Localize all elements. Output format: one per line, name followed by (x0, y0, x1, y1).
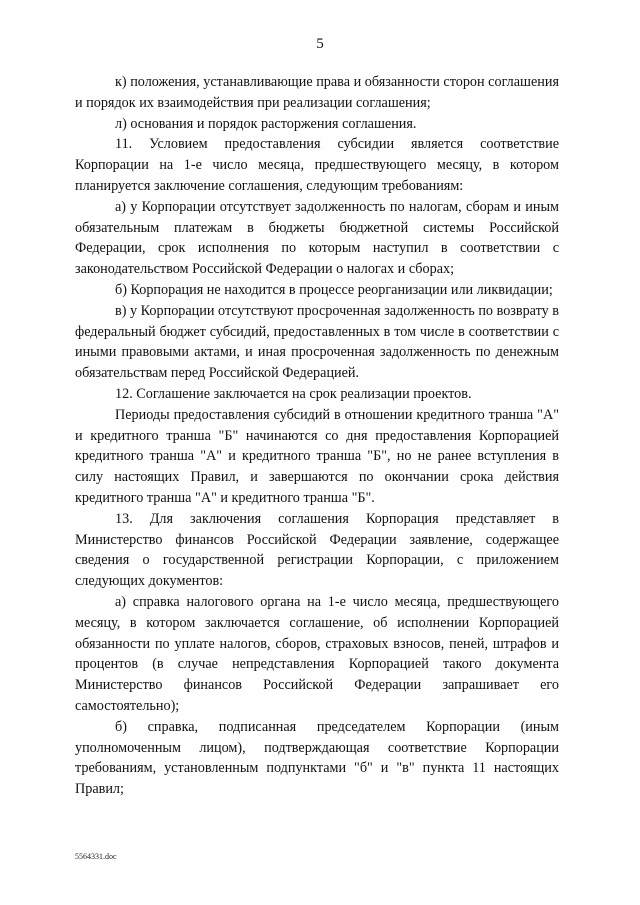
page-number: 5 (316, 36, 324, 52)
paragraph-k: к) положения, устанавливающие права и обязанности сторон соглашения и порядок их взаимодействия при реализации соглашения; (75, 74, 559, 111)
document-body (75, 72, 559, 800)
paragraph-l: л) основания и порядок расторжения соглашения. (115, 115, 417, 132)
paragraph-11: 11. Условием предоставления субсидии является соответствие Корпорации на 1-е число месяца, предшествующего месяцу, в котором планируется заключение соглашения, следующим требованиям: (75, 136, 559, 194)
paragraph-12: 12. Соглашение заключается на срок реализации проектов. (115, 385, 472, 402)
paragraph-12-periods: Периоды предоставления субсидий в отношении кредитного транша "А" и кредитного транша "Б" начинаются со дня предоставления Корпорацией кредитного транша "А" и кредитного транша "Б", но не ранее вступления в силу настоящих Правил, и завершаются по окончании срока действия кредитного транша "А" и кредитного транша "Б". (75, 406, 559, 506)
paragraph-11-v: в) у Корпорации отсутствуют просроченная задолженность по возврату в федеральный бюджет субсидий, предоставленных в том числе в соответствии с иными правовыми актами, и иная просроченная задолженность по денежным обязательствам перед Российской Федерацией. (75, 302, 559, 382)
paragraph-13-b: б) справка, подписанная председателем Корпорации (иным уполномоченным лицом), подтверждающая соответствие Корпорации требованиям, установленным подпунктами "б" и "в" пункта 11 настоящих Правил; (75, 718, 559, 798)
paragraph-11-a: а) у Корпорации отсутствует задолженность по налогам, сборам и иным обязательным платежам в бюджеты бюджетной системы Российской Федерации, срок исполнения по которым наступил в соответствии с законодательством Российской Федерации о налогах и сборах; (75, 198, 559, 278)
file-name-footer: 5564331.doc (75, 852, 117, 861)
paragraph-13-a: а) справка налогового органа на 1-е число месяца, предшествующего месяцу, в котором заключается соглашение, об исполнении Корпорацией обязанности по уплате налогов, сборов, страховых взносов, пеней, штрафов и процентов (в случае непредставления Корпорацией такого документа Министерство финансов Российской Федерации запрашивает его самостоятельно); (75, 593, 559, 714)
paragraph-11-b: б) Корпорация не находится в процессе реорганизации или ликвидации; (115, 281, 553, 298)
paragraph-13: 13. Для заключения соглашения Корпорация представляет в Министерство финансов Российской Федерации заявление, содержащее сведения о государственной регистрации Корпорации, с приложением следующих документов: (75, 510, 559, 590)
